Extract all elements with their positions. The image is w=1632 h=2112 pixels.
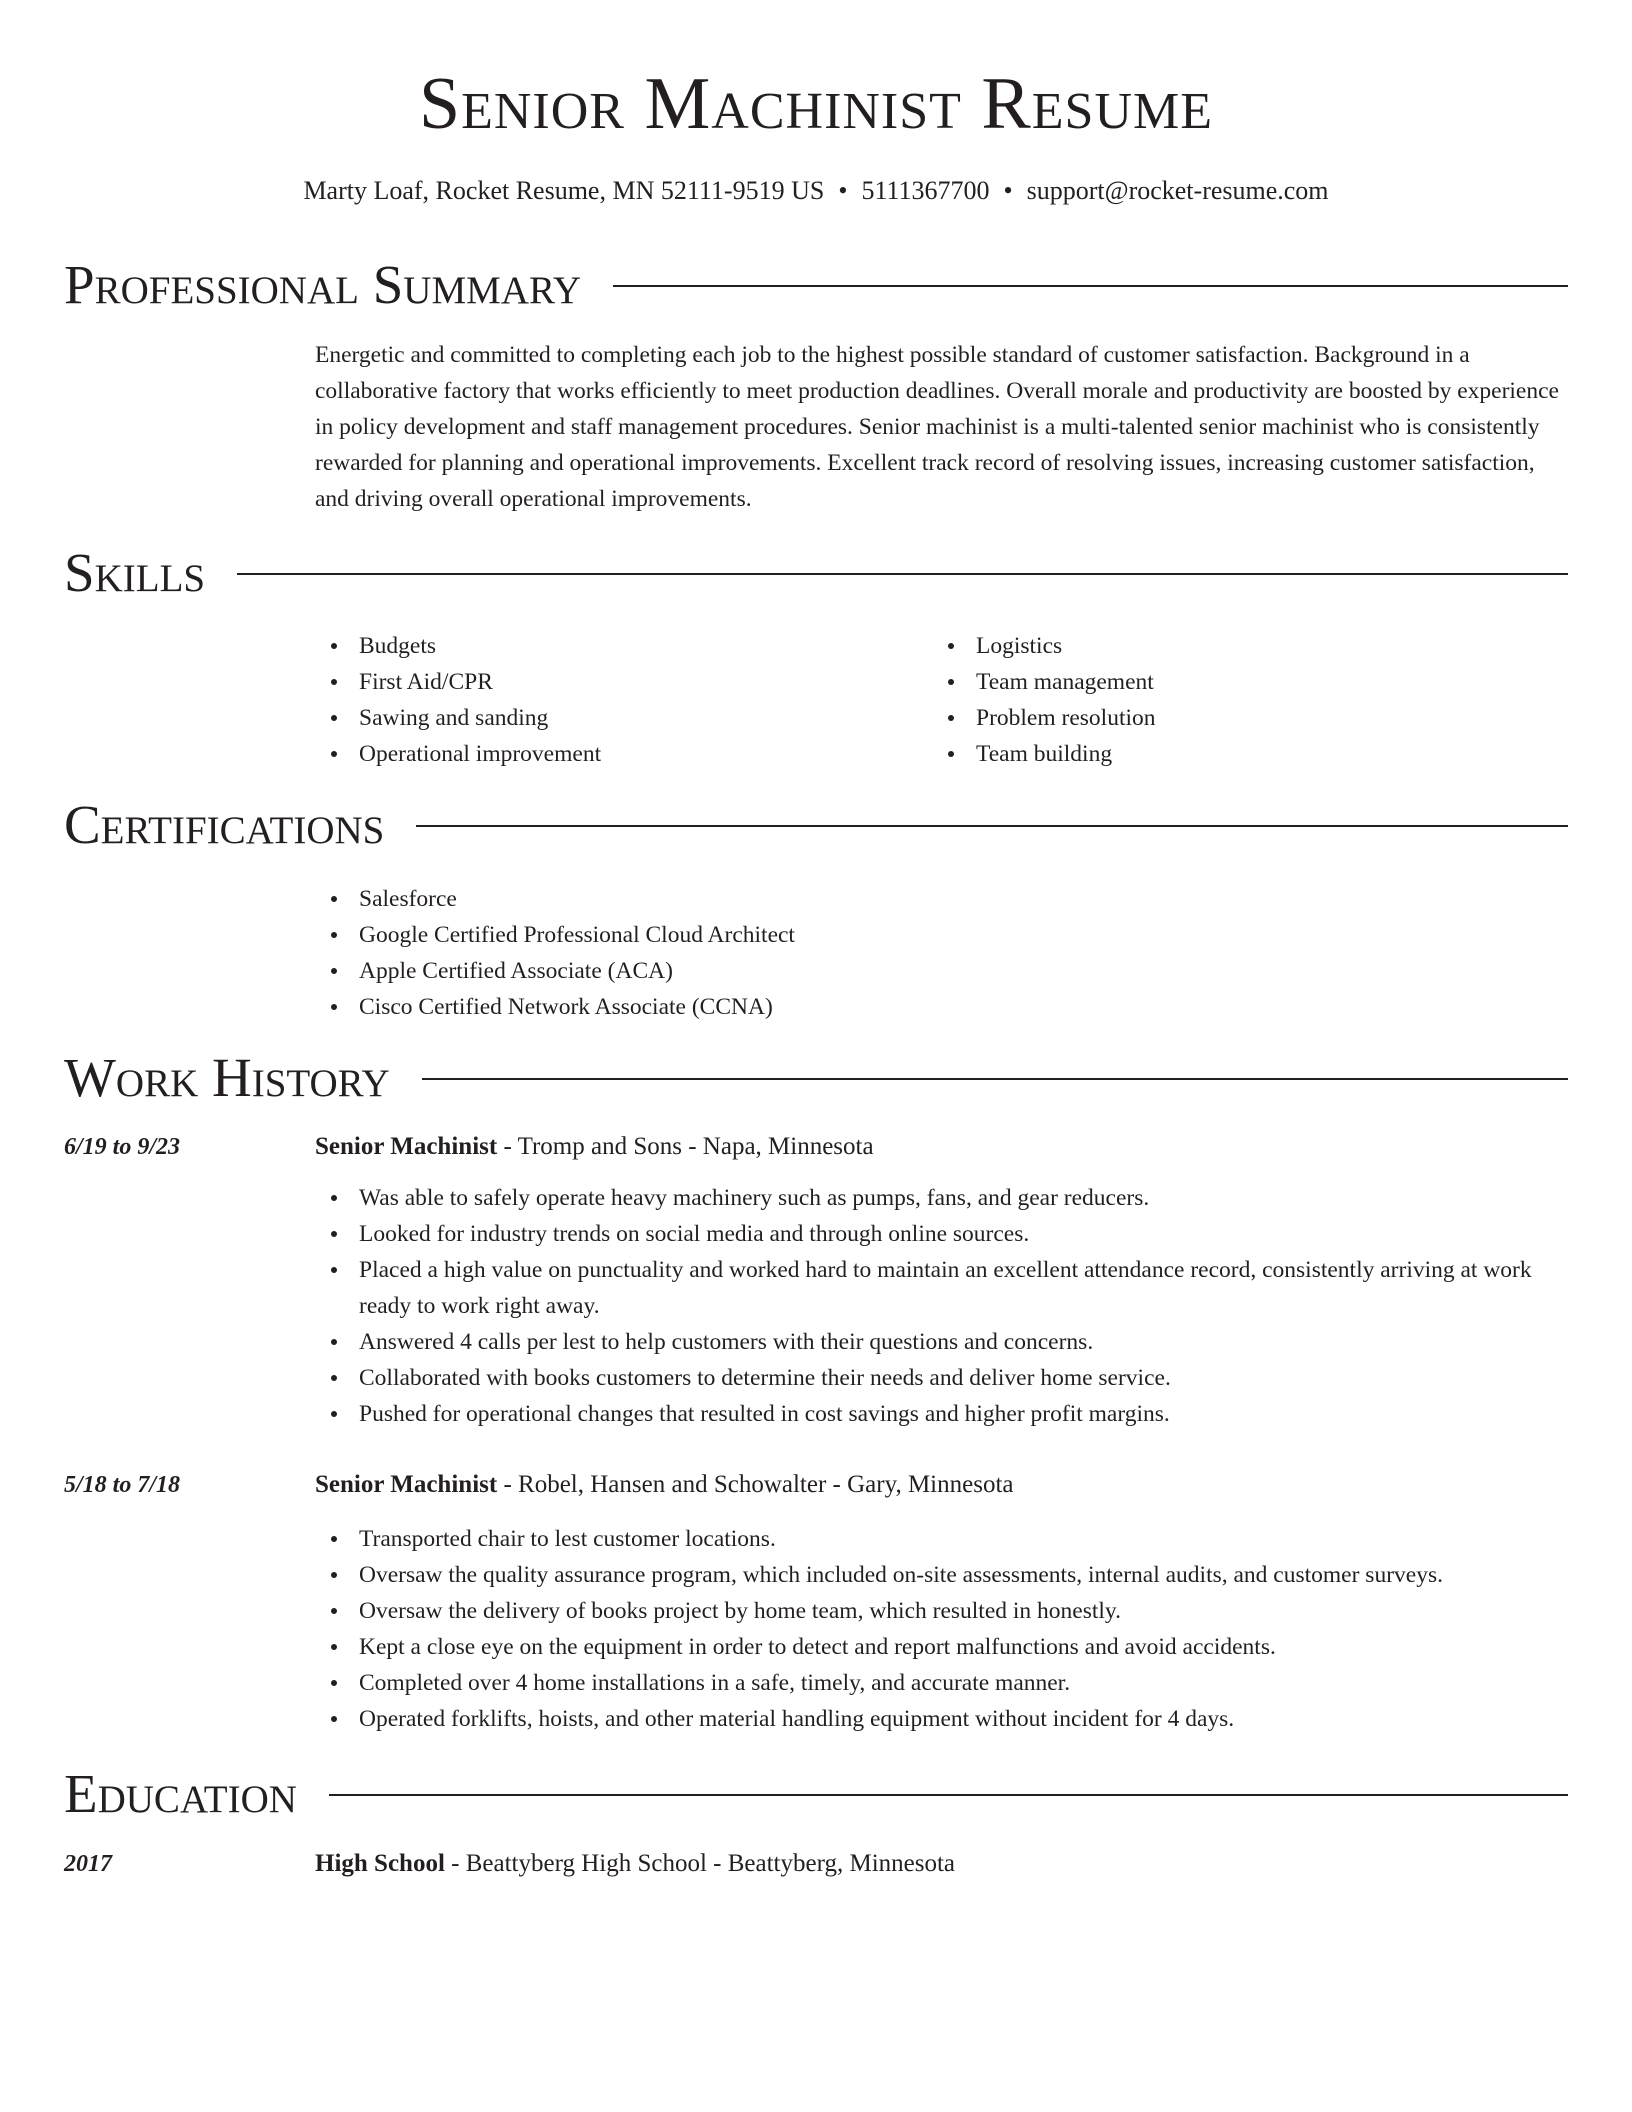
job-duty: Operated forklifts, hoists, and other material handling equipment without incident for 4 days. bbox=[315, 1701, 1568, 1737]
education-degree: High School bbox=[315, 1850, 445, 1877]
section-divider bbox=[329, 1794, 1568, 1796]
section-divider bbox=[613, 285, 1568, 287]
certification-item: Cisco Certified Network Associate (CCNA) bbox=[315, 989, 1315, 1025]
job-duties-list bbox=[315, 1521, 1568, 1737]
certification-item: Google Certified Professional Cloud Architect bbox=[315, 917, 1315, 953]
job-duty: Pushed for operational changes that resulted in cost savings and higher profit margins. bbox=[315, 1396, 1568, 1432]
skill-item: Operational improvement bbox=[315, 736, 915, 772]
job-duty: Collaborated with books customers to determine their needs and deliver home service. bbox=[315, 1360, 1568, 1396]
resume-title: Senior Machinist Resume bbox=[418, 63, 1214, 145]
section-title-work-history: Work History bbox=[64, 1047, 390, 1108]
section-title-certifications: Certifications bbox=[64, 794, 385, 855]
job-position: Senior Machinist bbox=[315, 1471, 498, 1498]
section-divider bbox=[422, 1078, 1568, 1080]
section-header-certifications bbox=[64, 795, 1568, 855]
job-position: Senior Machinist bbox=[315, 1133, 498, 1160]
job-employer: - Tromp and Sons - Napa, Minnesota bbox=[497, 1133, 874, 1160]
skill-item: Team management bbox=[932, 664, 1532, 700]
contact-line bbox=[64, 174, 1568, 208]
section-header-work-history bbox=[64, 1048, 1568, 1108]
job-duty: Oversaw the delivery of books project by home team, which resulted in honestly. bbox=[315, 1593, 1568, 1629]
education-header bbox=[315, 1846, 1565, 1882]
education-school: - Beattyberg High School - Beattyberg, Minnesota bbox=[444, 1850, 956, 1877]
skill-item: Budgets bbox=[315, 628, 915, 664]
job-duty: Kept a close eye on the equipment in order to detect and report malfunctions and avoid accidents. bbox=[315, 1629, 1568, 1665]
job-dates: 5/18 to 7/18 bbox=[64, 1472, 181, 1498]
job-duty: Was able to safely operate heavy machinery such as pumps, fans, and gear reducers. bbox=[315, 1180, 1568, 1216]
skills-list-left bbox=[315, 628, 915, 772]
skill-item: First Aid/CPR bbox=[315, 664, 915, 700]
skill-item: Problem resolution bbox=[932, 700, 1532, 736]
contact-phone: 5111367700 bbox=[861, 176, 990, 205]
section-title-skills: Skills bbox=[64, 542, 206, 603]
job-duty: Placed a high value on punctuality and worked hard to maintain an excellent attendance record, consistently arriving at work ready to work right away. bbox=[315, 1252, 1568, 1324]
job-employer: - Robel, Hansen and Schowalter - Gary, Minnesota bbox=[497, 1471, 1014, 1498]
contact-email: support@rocket-resume.com bbox=[1026, 176, 1329, 205]
section-divider bbox=[416, 825, 1568, 827]
section-header-summary bbox=[64, 255, 1568, 315]
certification-item: Apple Certified Associate (ACA) bbox=[315, 953, 1315, 989]
job-duty: Looked for industry trends on social media and through online sources. bbox=[315, 1216, 1568, 1252]
skill-item: Team building bbox=[932, 736, 1532, 772]
certification-item: Salesforce bbox=[315, 881, 1315, 917]
skill-item: Logistics bbox=[932, 628, 1532, 664]
job-duty: Answered 4 calls per lest to help customers with their questions and concerns. bbox=[315, 1324, 1568, 1360]
contact-separator: • bbox=[838, 176, 848, 205]
contact-separator: • bbox=[1003, 176, 1013, 205]
job-duty: Completed over 4 home installations in a safe, timely, and accurate manner. bbox=[315, 1665, 1568, 1701]
summary-text: Energetic and committed to completing each job to the highest possible standard of customer satisfaction. Background in a collaborative factory that works efficiently to meet production deadlines. Overall morale and productivity are boosted by experience in policy development and staff management procedures. Senior machinist is a multi-talented senior machinist who is consistently rewarded for planning and operational improvements. Excellent track record of resolving issues, increasing customer satisfaction, and driving overall operational improvements. bbox=[315, 342, 1559, 512]
skill-item: Sawing and sanding bbox=[315, 700, 915, 736]
contact-address: Marty Loaf, Rocket Resume, MN 52111-9519 US bbox=[303, 176, 825, 205]
job-header bbox=[315, 1467, 1565, 1503]
section-header-skills bbox=[64, 543, 1568, 603]
section-title-education: Education bbox=[64, 1763, 297, 1824]
section-title-summary: Professional Summary bbox=[64, 254, 582, 315]
job-duties-list bbox=[315, 1180, 1568, 1432]
job-duty: Oversaw the quality assurance program, which included on-site assessments, internal audits, and customer surveys. bbox=[315, 1557, 1568, 1593]
section-divider bbox=[237, 573, 1568, 575]
section-header-education bbox=[64, 1764, 1568, 1824]
job-dates: 6/19 to 9/23 bbox=[64, 1134, 181, 1160]
job-duty: Transported chair to lest customer locations. bbox=[315, 1521, 1568, 1557]
education-year: 2017 bbox=[64, 1851, 112, 1877]
skills-list-right bbox=[932, 628, 1532, 772]
job-header bbox=[315, 1129, 1565, 1165]
certifications-list bbox=[315, 881, 1315, 1025]
